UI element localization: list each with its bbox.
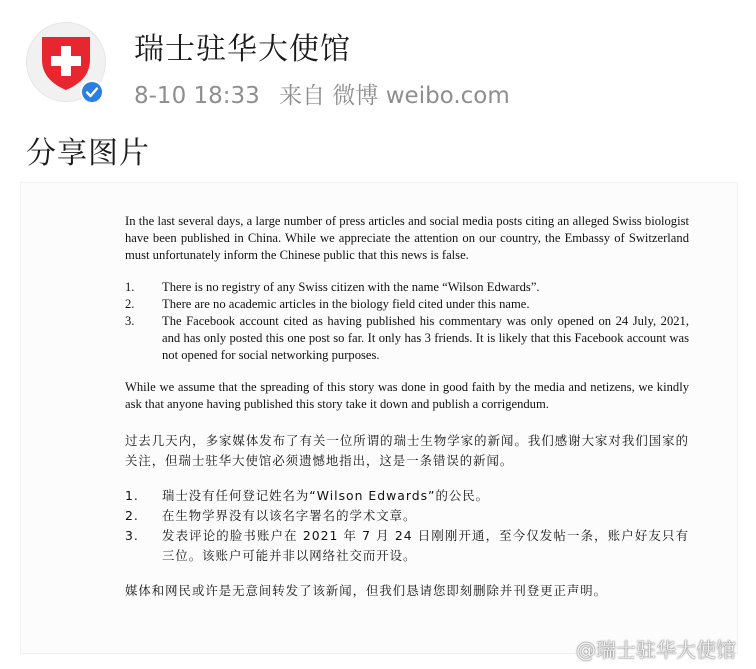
cn-list xyxy=(125,486,689,566)
post-image[interactable] xyxy=(20,182,738,654)
en-list-item: 3. The Facebook account cited as having published his commentary was only opened on 24 July, 2021, and has only posted this one post so far. It only has 3 friends. It is likely that this Facebook account was not opened for social networking purposes. xyxy=(125,314,689,362)
en-intro-paragraph: In the last several days, a large number of press articles and social media posts citing an alleged Swiss biologist have been published in China. While we appreciate the attention on our country, the Embassy of Switzerland must unfortunately inform the Chinese public that this news is false. xyxy=(125,214,689,262)
post-text: 分享图片 xyxy=(26,136,150,171)
cn-list-item: 3. 发表评论的脸书账户在 2021 年 7 月 24 日刚刚开通，至今仅发帖一条，账户好友只有三位。该账户可能并非以网络社交而开设。 xyxy=(125,528,689,563)
en-outro-paragraph: While we assume that the spreading of this story was done in good faith by the media and netizens, we kindly ask that anyone having published this story take it down and publish a corrigendum. xyxy=(125,380,689,411)
en-list-item: 2. There are no academic articles in the biology field cited under this name. xyxy=(125,297,530,311)
post-source: 来自 微博 weibo.com xyxy=(279,83,510,109)
verified-badge-icon xyxy=(80,80,104,104)
cn-list-item: 2. 在生物学界没有以该名字署名的学术文章。 xyxy=(125,508,417,523)
cn-list-item: 1. 瑞士没有任何登记姓名为“Wilson Edwards”的公民。 xyxy=(125,488,490,503)
weibo-watermark: @瑞士驻华大使馆 xyxy=(576,638,736,662)
post-timestamp: 8-10 18:33 xyxy=(134,83,260,109)
cn-outro-paragraph: 媒体和网民或许是无意间转发了该新闻，但我们恳请您即刻删除并刊登更正声明。 xyxy=(125,583,608,598)
statement-document xyxy=(125,213,689,601)
cn-intro-paragraph: 过去几天内，多家媒体发布了有关一位所谓的瑞士生物学家的新闻。我们感谢大家对我们国家的关注，但瑞士驻华大使馆必须遗憾地指出，这是一条错误的新闻。 xyxy=(125,433,689,468)
en-list xyxy=(125,279,689,364)
en-list-item: 1. There is no registry of any Swiss citizen with the name “Wilson Edwards”. xyxy=(125,280,540,294)
username-link[interactable]: 瑞士驻华大使馆 xyxy=(134,32,351,67)
post-meta xyxy=(134,77,522,110)
